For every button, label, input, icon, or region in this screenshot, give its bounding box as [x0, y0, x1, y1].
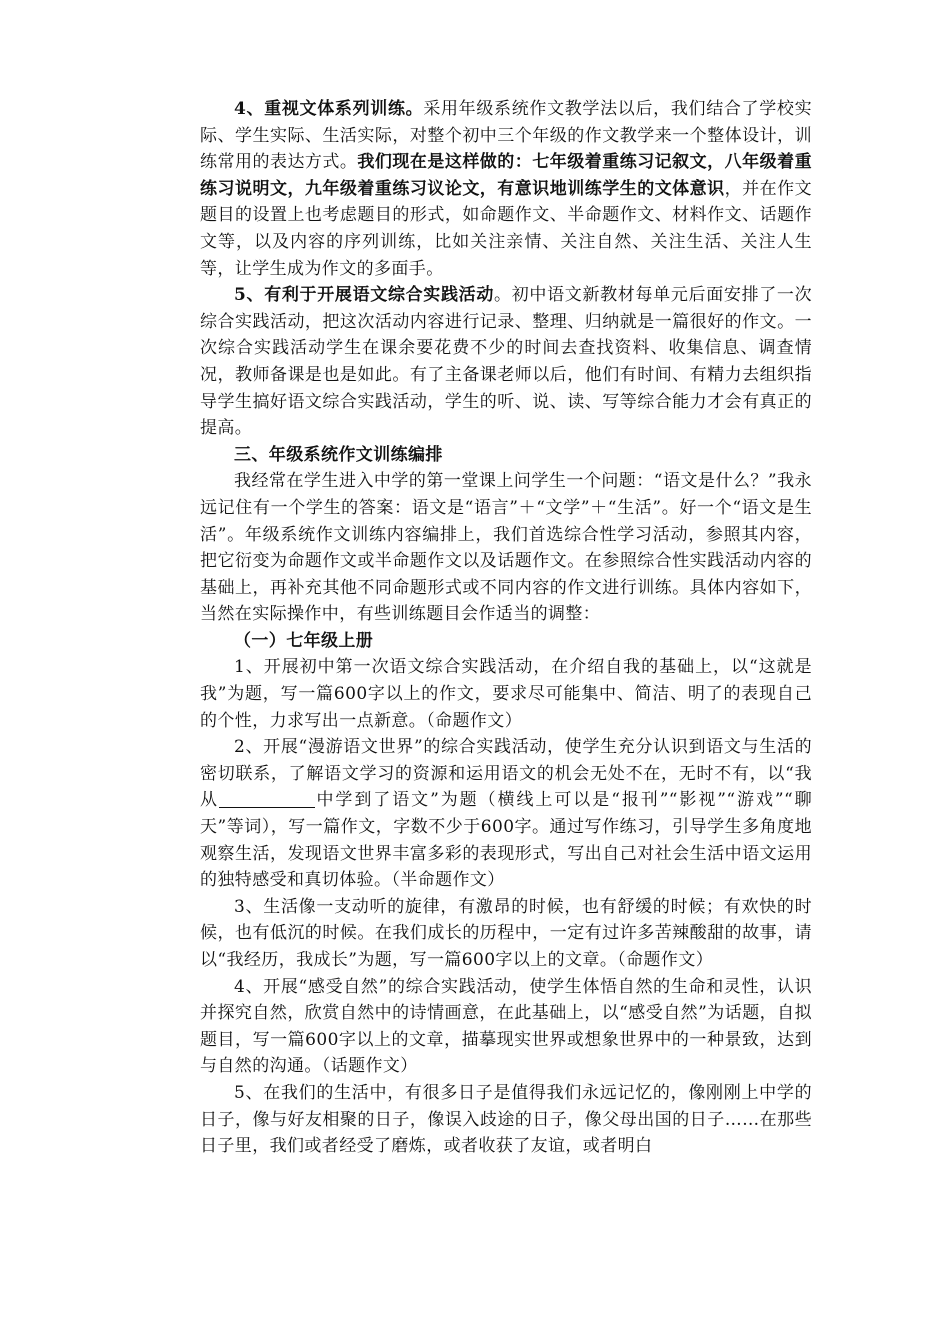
list-item-2-text-b: 中学到了语文”为题（横线上可以是“报刊”“影视”“游戏”“聊天”等词），写一篇作文，字数不少于600字。通过写作练习，引导学生多角度地观察生活，发现语文世界丰富多彩的表现形式，写出自己对社会生活中语文运用的独特感受和真切体验。（半命题作文） [200, 790, 813, 891]
paragraph-4-text-end: ，并在作文题目的设置上也考虑题目的形式，如命题作文、半命题作文、材料作文、话题作文等，以及内容的序列训练，比如关注亲情、关注自然、关注生活、关注人生等，让学生成为作文的多面手。 [200, 178, 813, 279]
list-item-5: 5、在我们的生活中，有很多日子是值得我们永远记忆的，像刚刚上中学的日子，像与好友相聚的日子，像误入歧途的日子，像父母出国的日子……在那些日子里，我们或者经受了磨炼，或者收获了友谊，或者明白 [200, 1082, 812, 1157]
list-item-1: 1、开展初中第一次语文综合实践活动，在介绍自我的基础上，以“这就是我”为题，写一篇600字以上的作文，要求尽可能集中、简洁、明了的表现自己的个性，力求写出一点新意。（命题作文） [200, 657, 812, 731]
paragraph-4-text: 采用年级系统作文教学法以后，我们结合了学校实际、学生实际、生活实际，对整个初中三个年级的作文教学来一个整体设计，训练常用的表达方式。 [200, 99, 812, 173]
paragraph-4-title: 4、重视文体系列训练。 [234, 99, 424, 119]
document-page [200, 96, 812, 1160]
paragraph-5 [200, 282, 812, 442]
paragraph-5-text: 。初中语文新教材每单元后面安排了一次综合实践活动，把这次活动内容进行记录、整理、归纳就是一篇很好的作文。一次综合实践活动学生在课余要花费不少的时间去查找资料、收集信息、调查情况，教师备课是也是如此。有了主备课老师以后，他们有时间、有精力去组织指导学生搞好语文综合实践活动，学生的听、说、读、写等综合能力才会有真正的提高。 [200, 285, 813, 439]
section-3-paragraph: 我经常在学生进入中学的第一堂课上问学生一个问题：“语文是什么？”我永远记住有一个学生的答案：语文是“语言”＋“文学”＋“生活”。好一个“语文是生活”。年级系统作文训练内容编排上，我们首选综合性学习活动，参照其内容，把它衍变为命题作文或半命题作文以及话题作文。在参照综合性实践活动内容的基础上，再补充其他不同命题形式或不同内容的作文进行训练。具体内容如下，当然在实际操作中，有些训练题目会作适当的调整： [200, 471, 812, 625]
list-item-2 [200, 734, 812, 894]
list-item-3: 3、生活像一支动听的旋律，有激昂的时候，也有舒缓的时候；有欢快的时候，也有低沉的时候。在我们成长的历程中，一定有过许多苦辣酸甜的故事，请以“我经历，我成长”为题，写一篇600字以上的文章。（命题作文） [200, 896, 812, 970]
paragraph-4 [200, 96, 812, 282]
list-item-2-text-a: 2、开展“漫游语文世界”的综合实践活动，使学生充分认识到语文与生活的密切联系，了解语文学习的资源和运用语文的机会无处不在，无时不有，以“我从 [200, 737, 812, 811]
paragraph-5-title: 5、有利于开展语文综合实践活动 [234, 285, 495, 306]
fill-in-blank-line [219, 789, 315, 808]
grade-7-heading: （一）七年级上册 [234, 630, 374, 651]
section-3-heading: 三、年级系统作文训练编排 [234, 444, 443, 465]
paragraph-4-bold-text: 我们现在是这样做的：七年级着重练习记叙文，八年级着重练习说明文，九年级着重练习议论文，有意识地训练学生的文体意识 [200, 152, 812, 199]
list-item-4: 4、开展“感受自然”的综合实践活动，使学生体悟自然的生命和灵性，认识并探究自然，欣赏自然中的诗情画意，在此基础上，以“感受自然”为话题，自拟题目，写一篇600字以上的文章，描摹现实世界或想象世界中的一种景致，达到与自然的沟通。（话题作文） [200, 976, 812, 1077]
